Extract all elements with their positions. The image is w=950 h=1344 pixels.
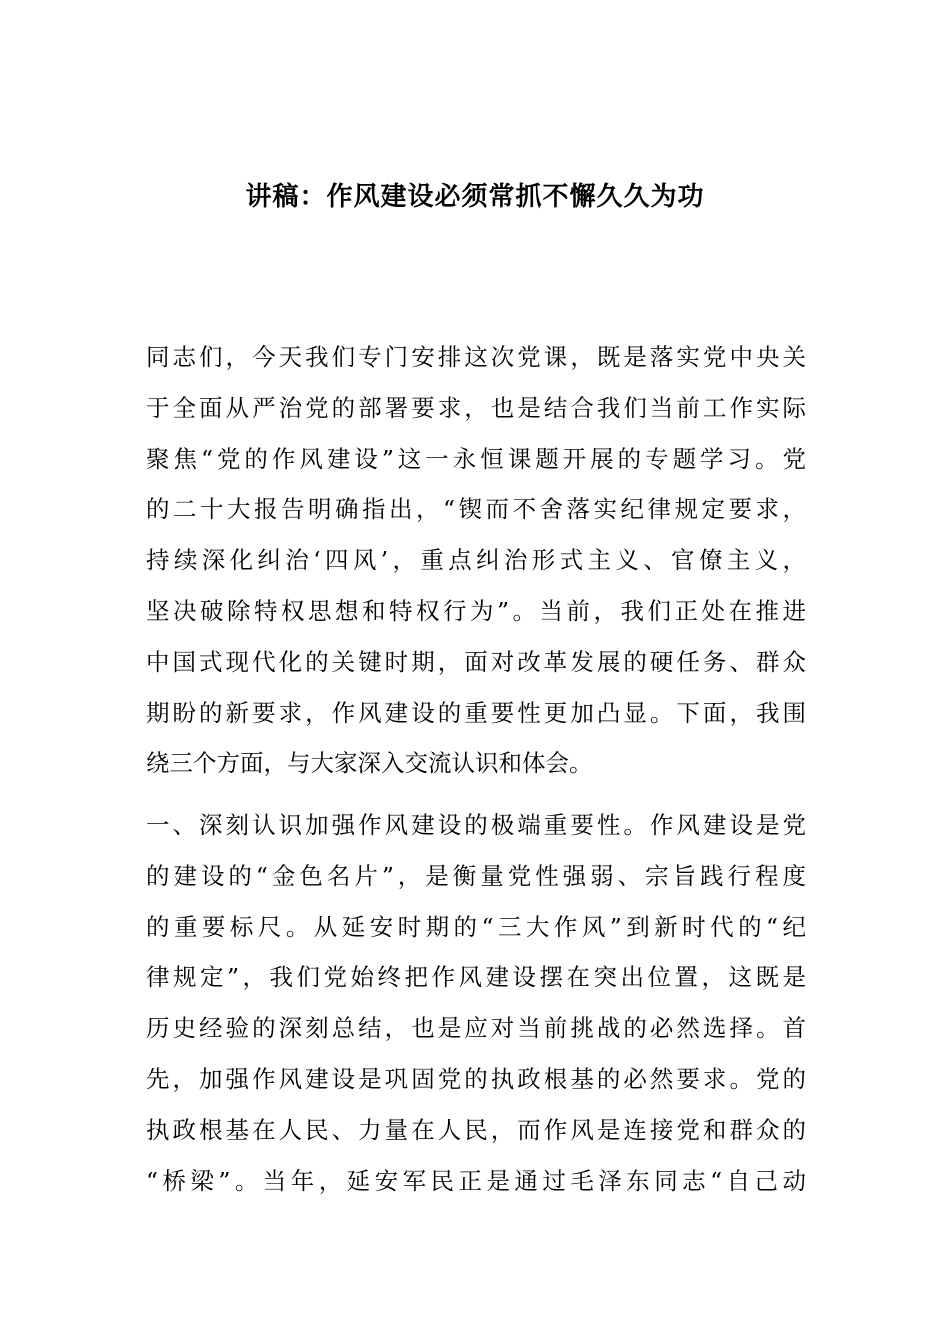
paragraph-line: 律规定”，我们党始终把作风建设摆在突出位置，这既是 (146, 963, 806, 992)
paragraph-line: 一、深刻认识加强作风建设的极端重要性。作风建设是党 (146, 811, 806, 839)
paragraph-line: 先，加强作风建设是巩固党的执政根基的必然要求。党的 (146, 1064, 806, 1093)
paragraph-line: 期盼的新要求，作风建设的重要性更加凸显。下面，我围 (146, 698, 806, 727)
paragraph-line: “桥梁”。当年，延安军民正是通过毛泽东同志“自己动 (146, 1166, 806, 1195)
paragraph-line: 同志们，今天我们专门安排这次党课，既是落实党中央关 (146, 343, 806, 371)
paragraph-line: 的建设的“金色名片”，是衡量党性强弱、宗旨践行程度 (146, 861, 806, 890)
document-title: 讲稿：作风建设必须常抓不懈久久为功 (245, 182, 705, 213)
paragraph-section-one (146, 800, 806, 1206)
paragraph-line: 聚焦“党的作风建设”这一永恒课题开展的专题学习。党 (146, 444, 806, 473)
paragraph-line: 坚决破除特权思想和特权行为”。当前，我们正处在推进 (146, 596, 806, 625)
paragraph-line: 绕三个方面，与大家深入交流认识和体会。 (146, 749, 593, 778)
paragraph-line: 的重要标尺。从延安时期的“三大作风”到新时代的“纪 (146, 912, 806, 941)
paragraph-line: 执政根基在人民、力量在人民，而作风是连接党和群众的 (146, 1115, 806, 1144)
paragraph-line: 于全面从严治党的部署要求，也是结合我们当前工作实际 (146, 393, 806, 422)
paragraph-line: 持续深化纠治‘四风’，重点纠治形式主义、官僚主义， (146, 546, 806, 575)
paragraph-line: 历史经验的深刻总结，也是应对当前挑战的必然选择。首 (146, 1014, 806, 1043)
paragraph-line: 中国式现代化的关键时期，面对改革发展的硬任务、群众 (146, 647, 806, 676)
paragraph-introduction (146, 332, 806, 789)
paragraph-line: 的二十大报告明确指出，“锲而不舍落实纪律规定要求， (146, 495, 806, 524)
